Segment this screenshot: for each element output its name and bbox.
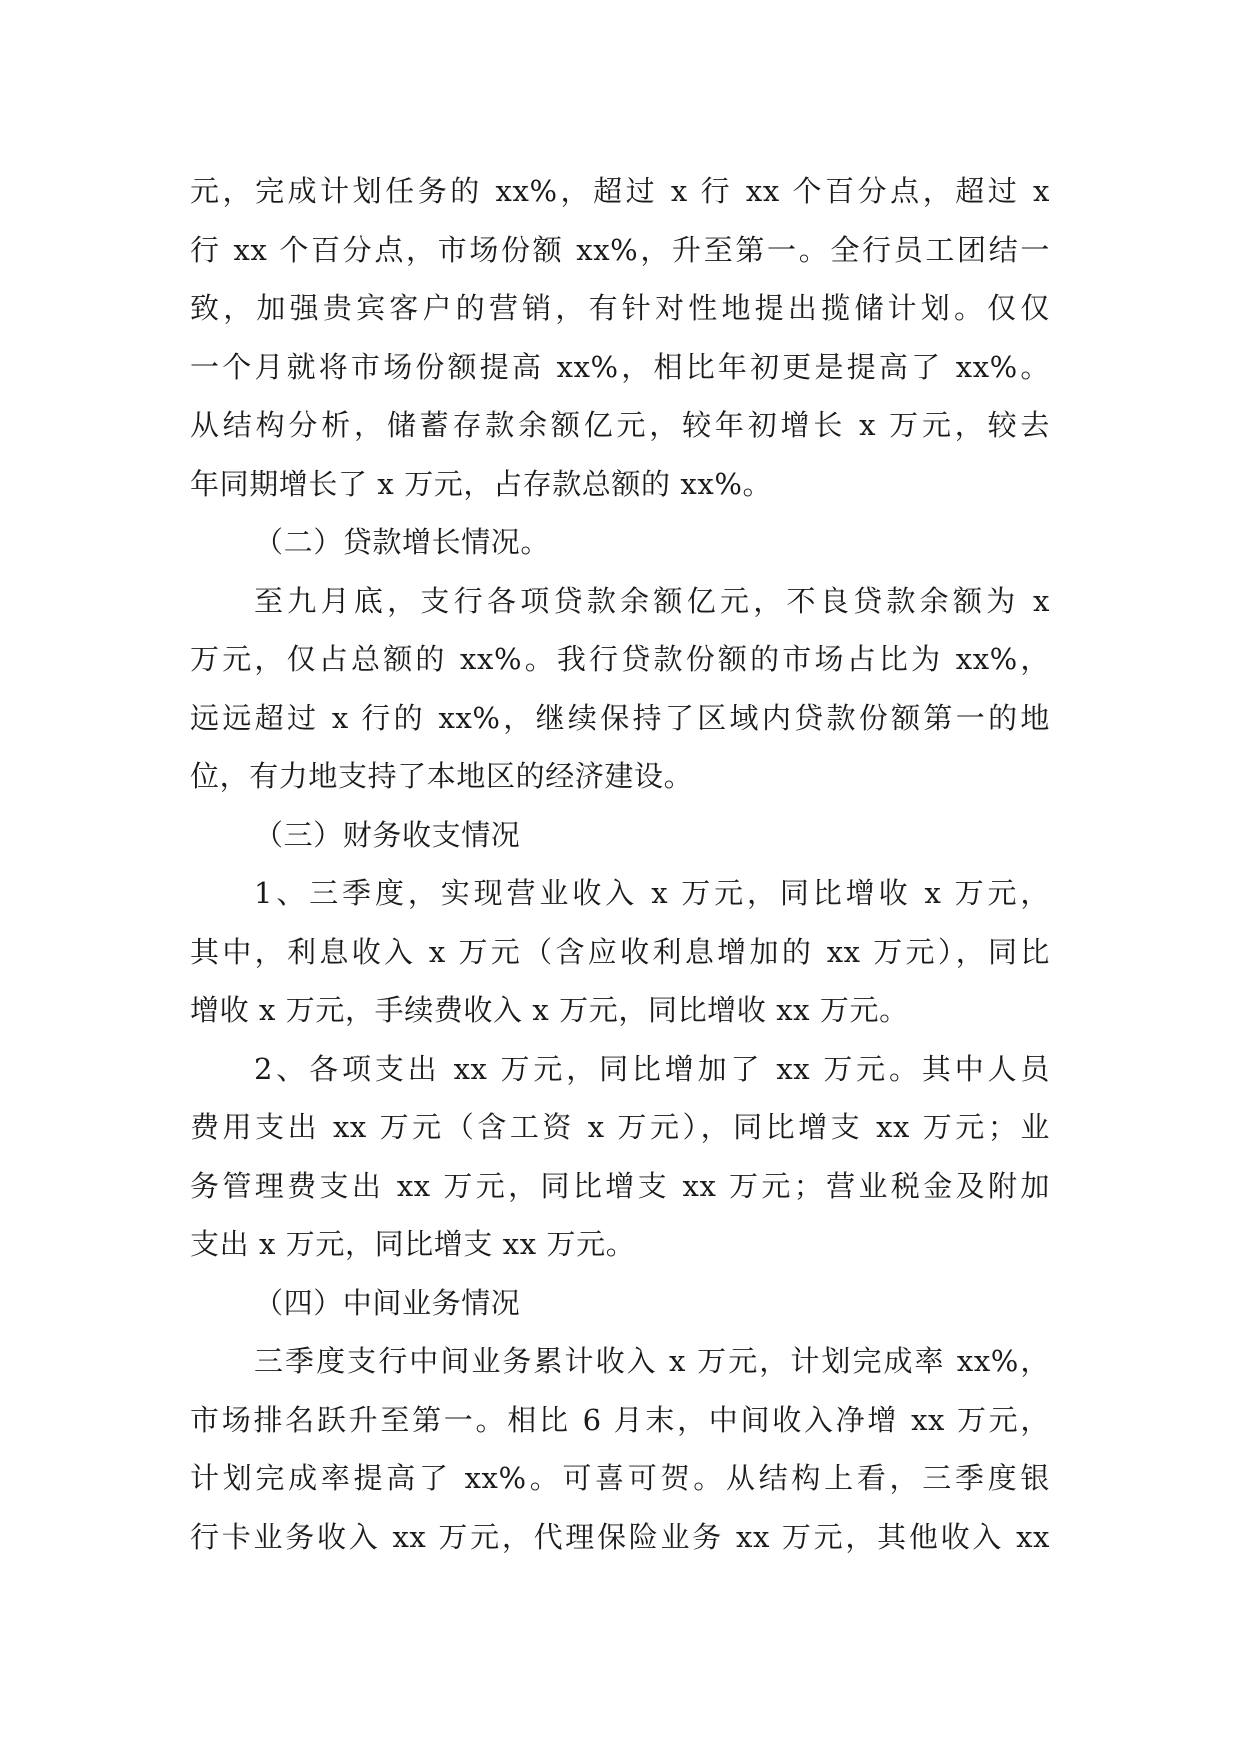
document-body [190, 162, 1050, 1566]
text-line: 增收 x 万元，手续费收入 x 万元，同比增收 xx 万元。 [190, 993, 909, 1027]
text-line: 务管理费支出 xx 万元，同比增支 xx 万元；营业税金及附加 [190, 1168, 1050, 1203]
text-line: 2、各项支出 xx 万元，同比增加了 xx 万元。其中人员 [254, 1051, 1050, 1086]
text-line: 费用支出 xx 万元（含工资 x 万元），同比增支 xx 万元；业 [190, 1110, 1050, 1144]
text-line: 其中，利息收入 x 万元（含应收利息增加的 xx 万元），同比 [190, 934, 1050, 969]
text-line: 支出 x 万元，同比增支 xx 万元。 [190, 1227, 636, 1261]
text-line: 位，有力地支持了本地区的经济建设。 [190, 759, 694, 793]
section-heading-loans: （二）贷款增长情况。 [254, 525, 551, 559]
text-line: 市场排名跃升至第一。相比 6 月末，中间收入净增 xx 万元， [190, 1402, 1050, 1437]
text-line: 行 xx 个百分点，市场份额 xx%，升至第一。全行员工团结一 [190, 232, 1050, 267]
text-line: 行卡业务收入 xx 万元，代理保险业务 xx 万元，其他收入 xx [190, 1519, 1050, 1554]
text-line: 元，完成计划任务的 xx%，超过 x 行 xx 个百分点，超过 x [190, 174, 1050, 208]
text-line: 1、三季度，实现营业收入 x 万元，同比增收 x 万元， [254, 876, 1050, 910]
text-line: 至九月底，支行各项贷款余额亿元，不良贷款余额为 x [254, 583, 1050, 618]
section-heading-finance: （三）财务收支情况 [254, 817, 521, 852]
text-line: 三季度支行中间业务累计收入 x 万元，计划完成率 xx%， [254, 1344, 1050, 1378]
text-line: 万元，仅占总额的 xx%。我行贷款份额的市场占比为 xx%， [190, 642, 1050, 676]
text-line: 致，加强贵宾客户的营销，有针对性地提出揽储计划。仅仅 [190, 291, 1050, 325]
text-line: 远远超过 x 行的 xx%，继续保持了区域内贷款份额第一的地 [190, 700, 1050, 735]
section-heading-intermediate-business: （四）中间业务情况 [254, 1285, 521, 1320]
text-line: 计划完成率提高了 xx%。可喜可贺。从结构上看，三季度银 [190, 1461, 1050, 1495]
text-line: 从结构分析，储蓄存款余额亿元，较年初增长 x 万元，较去 [190, 408, 1050, 442]
text-line: 一个月就将市场份额提高 xx%，相比年初更是提高了 xx%。 [190, 349, 1050, 384]
text-line: 年同期增长了 x 万元，占存款总额的 xx%。 [190, 466, 773, 501]
